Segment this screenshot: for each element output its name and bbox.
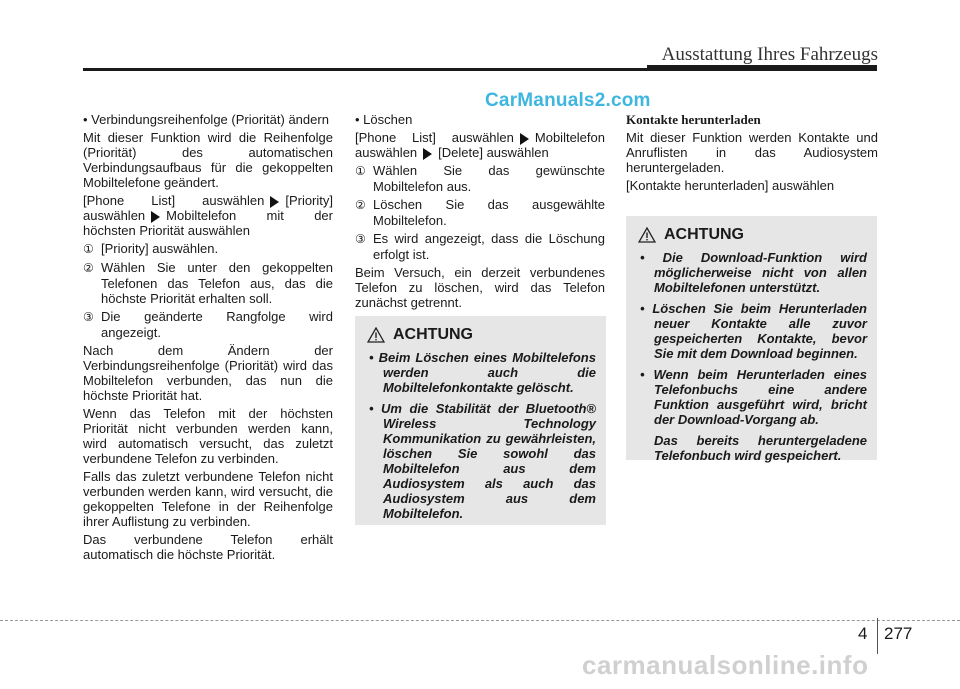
arrow-right-icon bbox=[520, 133, 529, 145]
column-3 bbox=[626, 112, 878, 196]
paragraph: Mit dieser Funktion werden Kontakte und Anruflisten in das Audiosystem heruntergeladen. bbox=[626, 130, 878, 175]
caution-title: ACHTUNG bbox=[393, 326, 473, 343]
bullet-delete: • Löschen bbox=[355, 112, 413, 127]
caution-note: Das bereits heruntergeladene Telefonbuch wird gespeichert. bbox=[654, 433, 867, 463]
arrow-right-icon bbox=[423, 148, 432, 160]
caution-header bbox=[367, 326, 596, 344]
paragraph: [Kontakte herunterladen] auswählen bbox=[626, 178, 835, 193]
step-2: ② Wählen Sie unter den gekoppelten Telefonen das Telefon aus, das die höchste Priorität erhalten soll. bbox=[83, 260, 333, 306]
arrow-right-icon bbox=[270, 196, 279, 208]
page-header-title: Ausstattung Ihres Fahrzeugs bbox=[661, 44, 878, 65]
paragraph: Nach dem Ändern der Verbindungsreihenfolge (Priorität) wird das Mobiltelefon verbunden, das nun die höchste Priorität hat. bbox=[83, 343, 333, 403]
caution-header bbox=[638, 226, 867, 244]
column-1 bbox=[83, 112, 333, 565]
page-number-divider bbox=[877, 618, 878, 654]
footer-dashed-line bbox=[0, 620, 960, 621]
warning-triangle-icon bbox=[367, 327, 385, 343]
caution-item: • Löschen Sie beim Herunterladen neuer Kontakte alle zuvor gespeicherten Kontakte, bevor Sie mit dem Download beginnen. bbox=[640, 301, 867, 361]
paragraph: Das verbundene Telefon erhält automatisch die höchste Priorität. bbox=[83, 532, 333, 562]
step-2: ② Löschen Sie das ausgewählte Mobiltelefon. bbox=[355, 197, 605, 228]
menu-path: [Phone List] auswählen Mobiltelefon auswählen [Delete] auswählen bbox=[355, 130, 605, 160]
step-3: ③ Die geänderte Rangfolge wird angezeigt. bbox=[83, 309, 333, 340]
menu-path: [Phone List] auswählen [Priority] auswählen Mobiltelefon mit der höchsten Priorität auswählen bbox=[83, 193, 333, 238]
watermark-carmanuals[interactable]: CarManuals2.com bbox=[485, 90, 651, 111]
paragraph: Mit dieser Funktion wird die Reihenfolge (Priorität) des automatischen Verbindungsaufbaus für die gekoppelten Mobiltelefone geändert. bbox=[83, 130, 333, 190]
paragraph: Wenn das Telefon mit der höchsten Priorität nicht verbunden werden kann, wird automatisch versucht, das zuletzt verbundene Telefon zu verbinden. bbox=[83, 406, 333, 466]
chapter-number: 4 bbox=[858, 624, 868, 643]
step-1: ① Wählen Sie das gewünschte Mobiltelefon aus. bbox=[355, 163, 605, 194]
bullet-priority: • Verbindungsreihenfolge (Priorität) ändern bbox=[83, 112, 329, 127]
header-rule-accent bbox=[647, 65, 877, 71]
step-1: ① [Priority] auswählen. bbox=[83, 241, 219, 256]
caution-title: ACHTUNG bbox=[664, 226, 744, 243]
paragraph: Falls das zuletzt verbundene Telefon nicht verbunden werden kann, wird versucht, die gekoppelten Telefone in der Reihenfolge ihrer Auflistung zu verbinden. bbox=[83, 469, 333, 529]
caution-box-delete bbox=[355, 316, 606, 525]
watermark-carmanualsonline[interactable]: carmanualsonline.info bbox=[582, 650, 869, 680]
arrow-right-icon bbox=[151, 211, 160, 223]
paragraph: Beim Versuch, ein derzeit verbundenes Telefon zu löschen, wird das Telefon zunächst getrennt. bbox=[355, 265, 605, 310]
caution-item: • Die Download-Funktion wird möglicherweise nicht von allen Mobiltelefonen unterstützt. bbox=[640, 250, 867, 295]
section-heading: Kontakte herunterladen bbox=[626, 112, 761, 127]
step-3: ③ Es wird angezeigt, dass die Löschung erfolgt ist. bbox=[355, 231, 605, 262]
caution-item: • Beim Löschen eines Mobiltelefons werden auch die Mobiltelefonkontakte gelöscht. bbox=[369, 350, 596, 395]
caution-item: • Um die Stabilität der Bluetooth® Wireless Technology Kommunikation zu gewährleisten, löschen Sie sowohl das Mobiltelefon aus dem Audiosystem als auch das Audiosystem aus dem Mobiltelefon. bbox=[369, 401, 596, 521]
page-number: 277 bbox=[884, 624, 913, 643]
caution-box-download bbox=[626, 216, 877, 463]
warning-triangle-icon bbox=[638, 227, 656, 243]
column-2 bbox=[355, 112, 605, 313]
caution-item: • Wenn beim Herunterladen eines Telefonbuchs eine andere Funktion ausgeführt wird, bricht der Download-Vorgang ab. bbox=[640, 367, 867, 427]
